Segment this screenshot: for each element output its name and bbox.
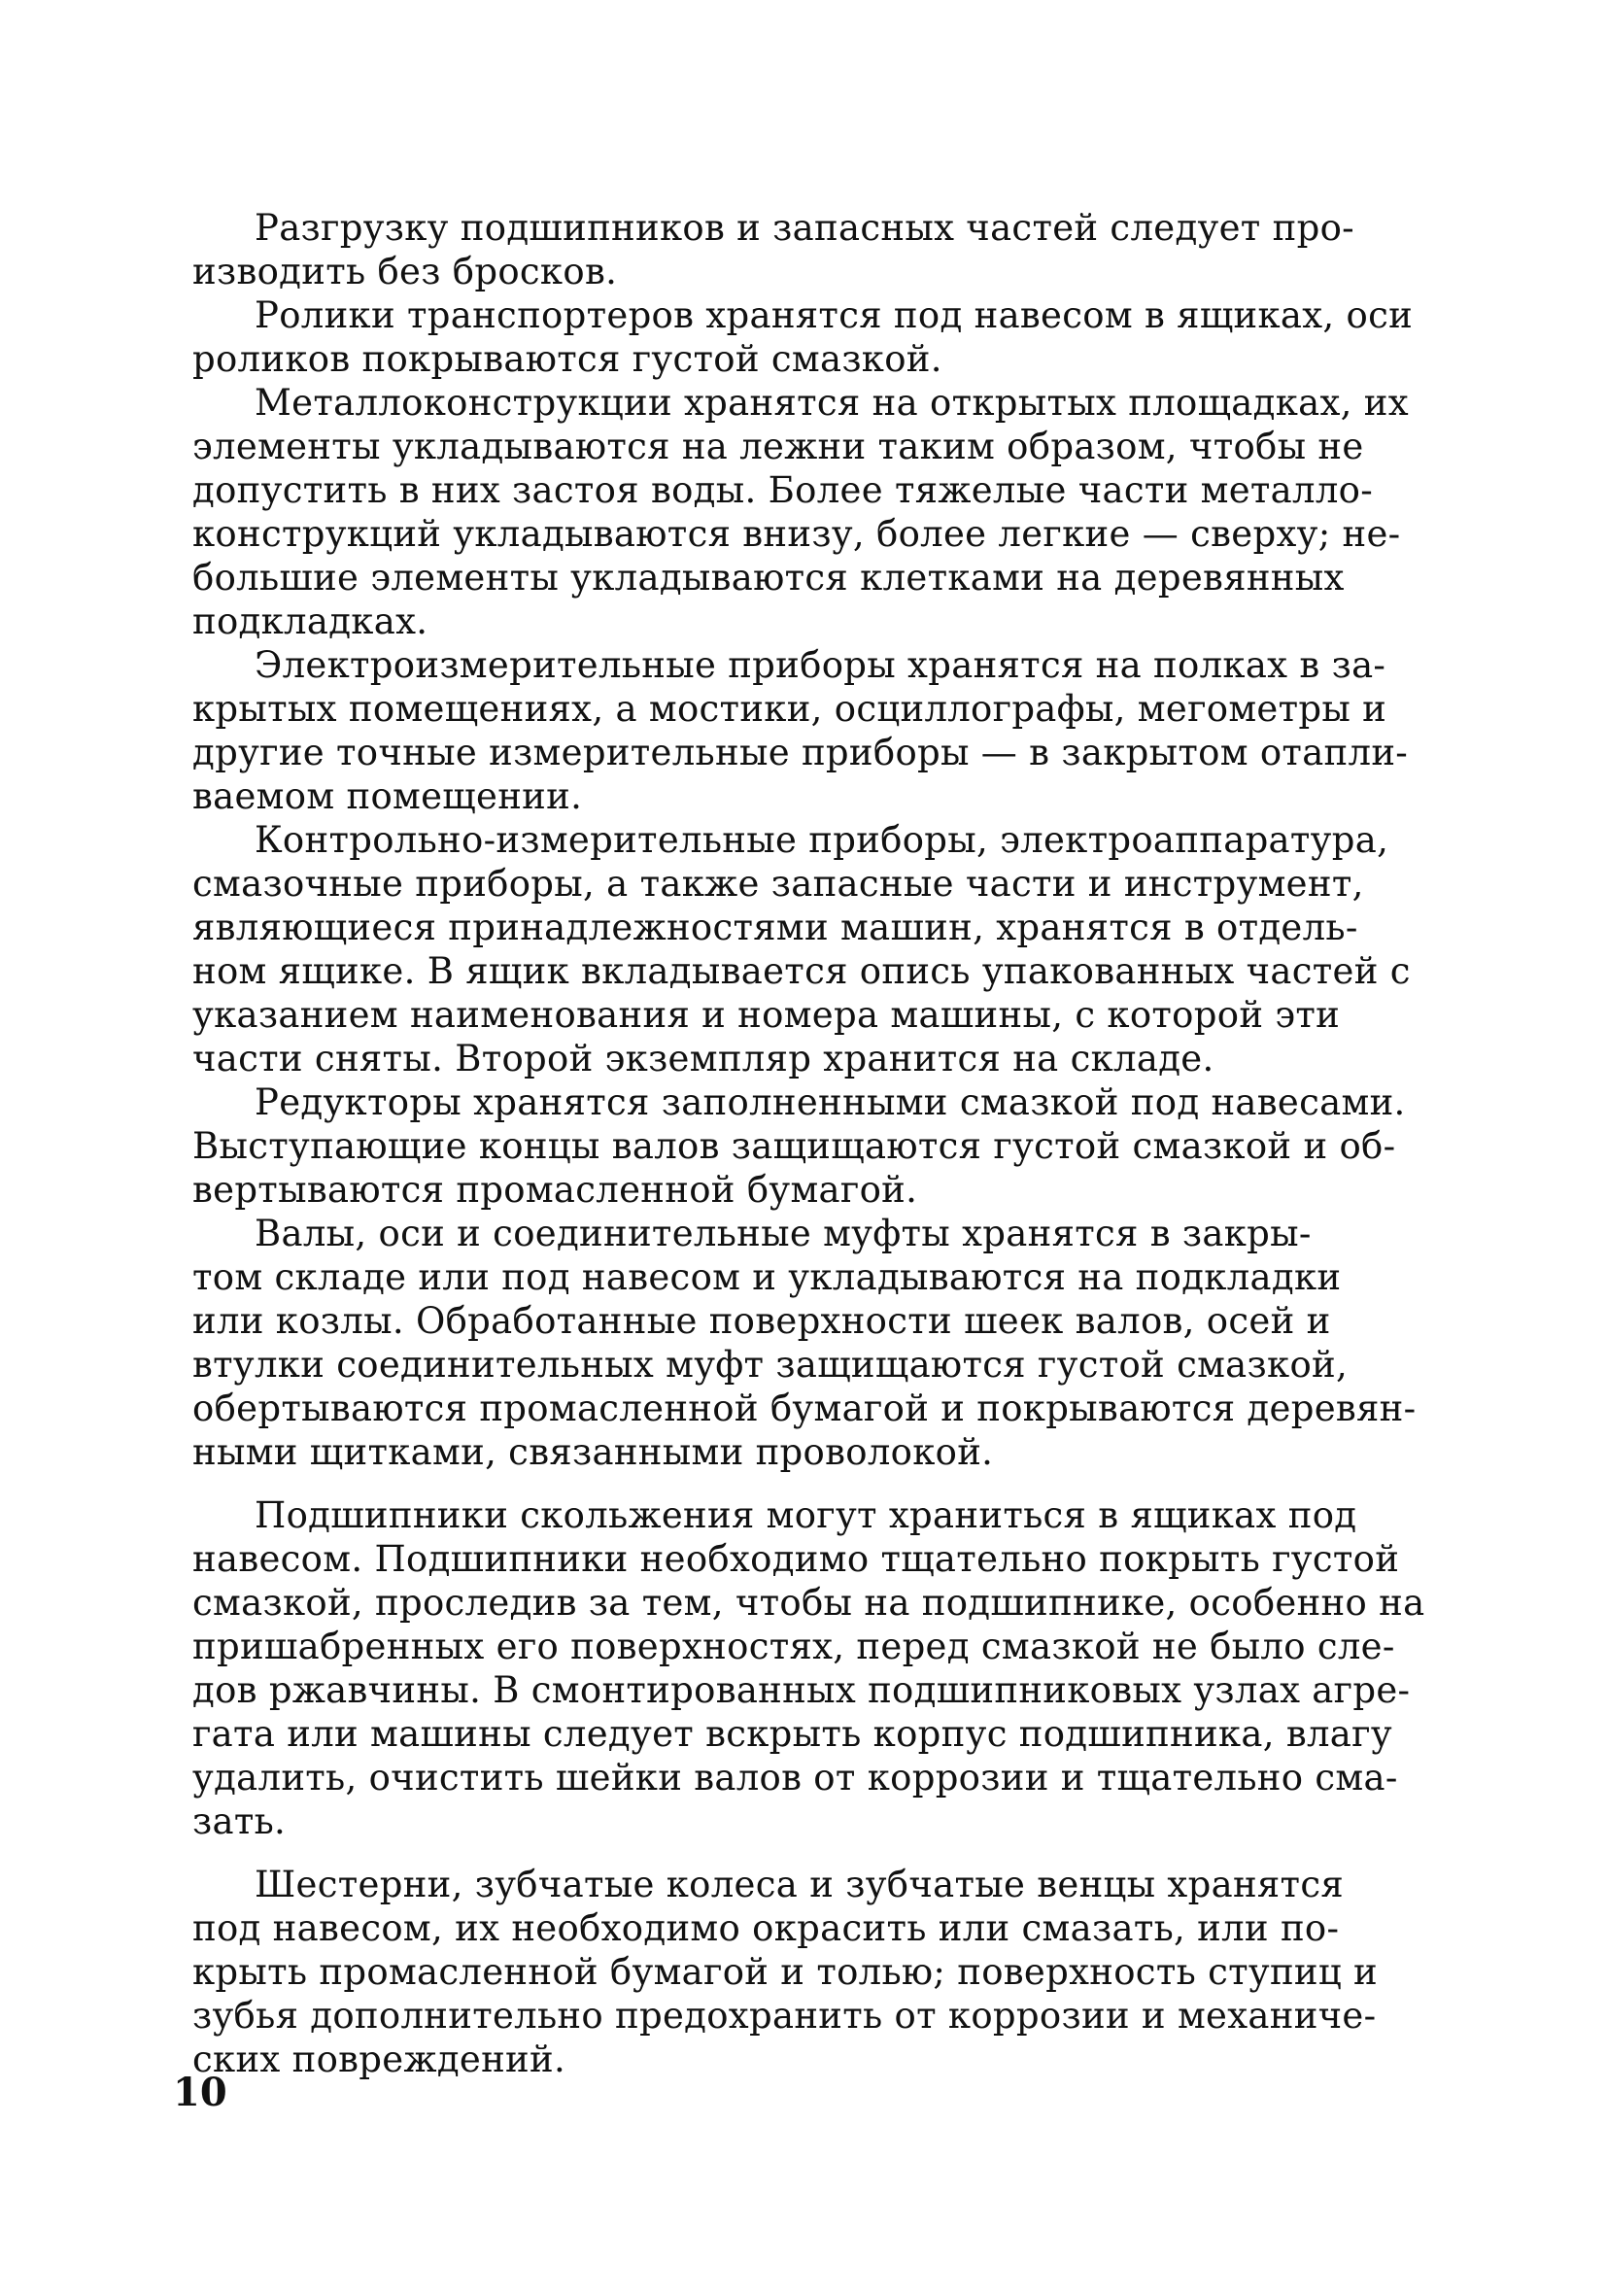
paragraph-unloading: Разгрузку подшипников и запасных частей следует про- изводить без бросков. xyxy=(192,207,1354,292)
paragraph-control-instruments: Контрольно-измерительные приборы, электроаппаратура, смазочные приборы, а также запасные части и инструмент, являющиеся принадлежностями машин, хранятся в отдель- ном ящике. В ящик вкладывается опись упакованных частей с указанием наименования и номера машины, с которой эти части сняты. Второй экземпляр хранится на складе. xyxy=(192,819,1411,1079)
paragraph-gears: Шестерни, зубчатые колеса и зубчатые венцы хранятся под навесом, их необходимо окрасить или смазать, или по- крыть промасленной бумагой и толью; поверхность ступиц и зубья дополнительно предохранить от коррозии и механиче- ских повреждений. xyxy=(192,1864,1379,2080)
paragraph-plain-bearings: Подшипники скольжения могут храниться в ящиках под навесом. Подшипники необходимо тщательно покрыть густой смазкой, проследив за тем, чтобы на подшипнике, особенно на пришабренных его поверхностях, перед смазкой не было сле- дов ржавчины. В смонтированных подшипниковых узлах агре- гата или машины следует вскрыть корпус подшипника, влагу удалить, очистить шейки валов от коррозии и тщательно сма- зать. xyxy=(192,1494,1425,1842)
body-text xyxy=(192,206,1434,2081)
paragraph-electrical-instruments: Электроизмерительные приборы хранятся на полках в за- крытых помещениях, а мостики, осциллографы, мегометры и другие точные измерительные приборы — в закрытом отапли- ваемом помещении. xyxy=(192,644,1409,817)
paragraph-gearboxes: Редукторы хранятся заполненными смазкой под навесами. Выступающие концы валов защищаются густой смазкой и об- вертываются промасленной бумагой. xyxy=(192,1081,1406,1211)
page-number: 10 xyxy=(173,2070,227,2115)
paragraph-shafts: Валы, оси и соединительные муфты хранятся в закры- том складе или под навесом и укладываются на подкладки или козлы. Обработанные поверхности шеек валов, осей и втулки соединительных муфт защищаются густой смазкой, обертываются промасленной бумагой и покрываются деревян- ными щитками, связанными проволокой. xyxy=(192,1213,1417,1473)
paragraph-conveyor-rollers: Ролики транспортеров хранятся под навесом в ящиках, оси роликов покрываются густой смазкой. xyxy=(192,294,1414,380)
paragraph-metal-structures: Металлоконструкции хранятся на открытых площадках, их элементы укладываются на лежни таким образом, чтобы не допустить в них застоя воды. Более тяжелые части металло- конструкций укладываются внизу, более легкие — сверху; не- большие элементы укладываются клетками на деревянных подкладках. xyxy=(192,382,1409,642)
